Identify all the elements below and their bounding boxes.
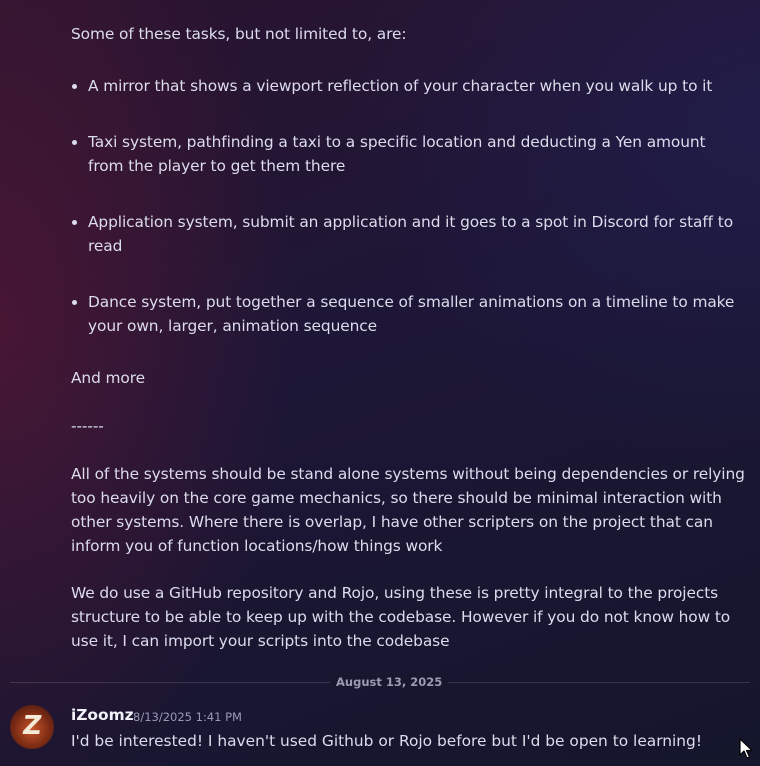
mouse-pointer-icon xyxy=(739,738,753,764)
user-avatar[interactable] xyxy=(10,705,54,749)
reply-message-text: I'd be interested! I haven't used Github or Rojo before but I'd be open to learning! xyxy=(71,732,702,750)
bullet-item-application: Application system, submit an application and it goes to a spot in Discord for staff to read xyxy=(88,210,738,258)
paragraph-systems: All of the systems should be stand alone systems without being dependencies or relying too heavily on the core game mechanics, so there should be minimal interaction with other systems. Where there is overlap, I have other scripters on the project that can inform you of function locations/how things work xyxy=(71,465,745,555)
message-intro: Some of these tasks, but not limited to, are: xyxy=(71,25,407,43)
and-more-text: And more xyxy=(71,369,146,387)
paragraph-github: We do use a GitHub repository and Rojo, using these is pretty integral to the projects structure to be able to keep up with the codebase. However if you do not know how to use it, I can import your scripts into the codebase xyxy=(71,584,731,650)
bullet-item-taxi: Taxi system, pathfinding a taxi to a specific location and deducting a Yen amount from the player to get them there xyxy=(88,130,738,178)
avatar-letter: Z xyxy=(20,711,44,741)
message-timestamp[interactable]: 8/13/2025 1:41 PM xyxy=(133,710,242,724)
bullet-item-mirror: A mirror that shows a viewport reflection of your character when you walk up to it xyxy=(88,74,738,98)
bullet-item-dance: Dance system, put together a sequence of smaller animations on a timeline to make your own, larger, animation sequence xyxy=(88,290,738,338)
message-author[interactable]: iZoomz xyxy=(71,706,134,724)
date-divider-label: August 13, 2025 xyxy=(330,675,448,689)
separator-text: ------ xyxy=(71,417,104,435)
